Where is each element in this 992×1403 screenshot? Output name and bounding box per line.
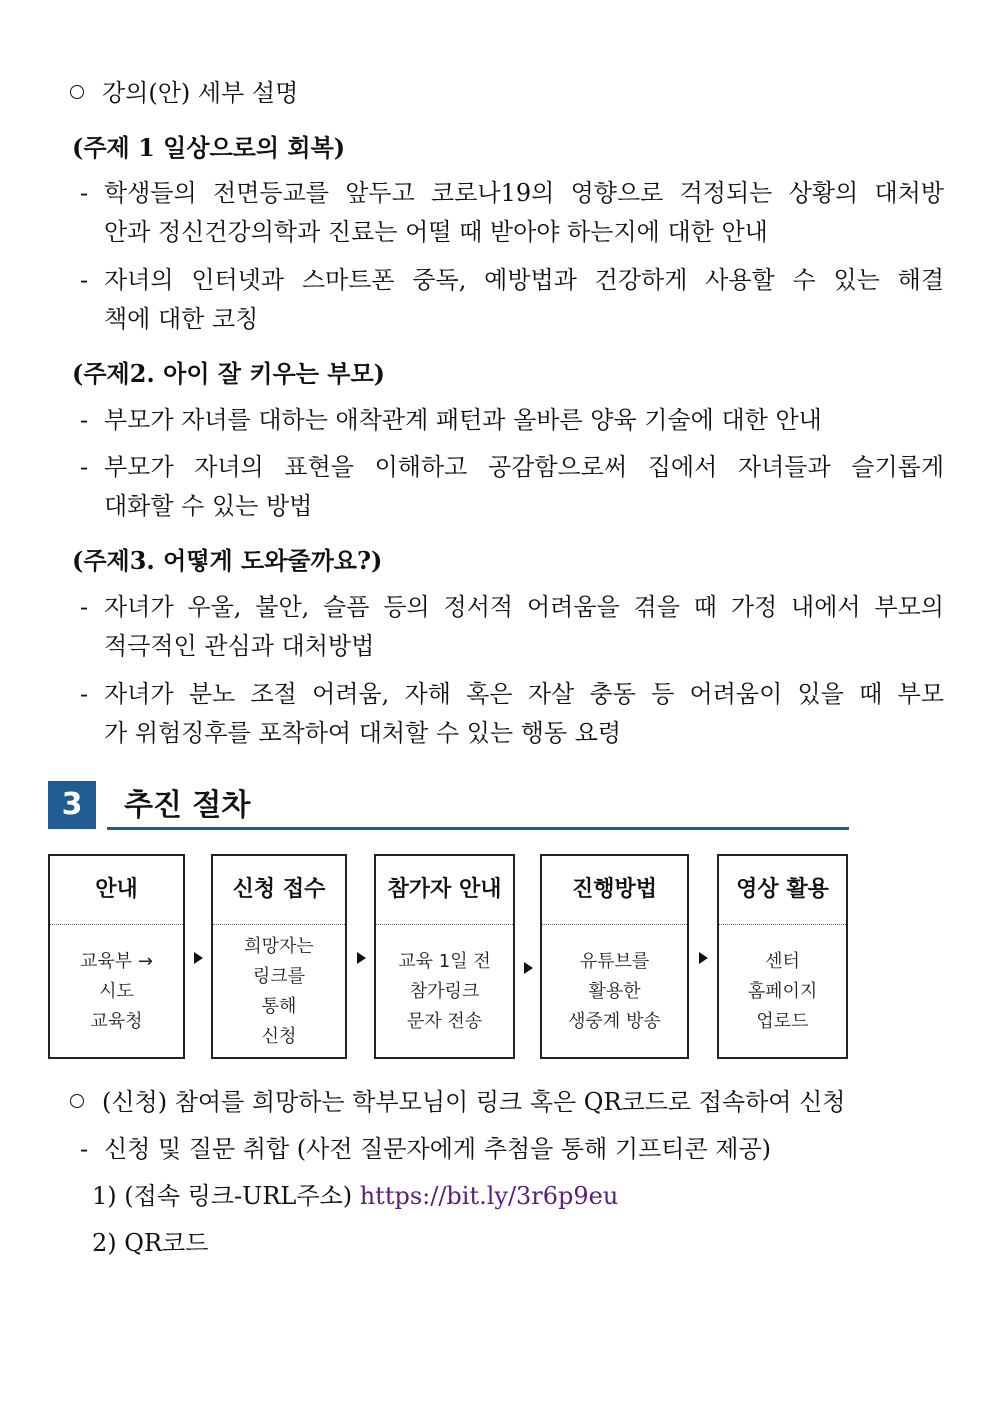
step-line: 유튜브를 [579, 950, 650, 972]
process-step-1 [48, 854, 185, 1059]
arrow-right-icon [357, 952, 366, 964]
arrow-right-icon [524, 962, 533, 974]
topic-3-item-1-line-1: 자녀가 우울, 불안, 슬픔 등의 정서적 어려움을 겪을 때 가정 내에서 부모의 [104, 593, 944, 621]
application-item-1 [92, 1181, 618, 1211]
topic-1-title: (주제 1 일상으로의 회복) [72, 133, 346, 162]
application-item-2: 2) QR코드 [92, 1229, 209, 1257]
topic-3-title: (주제3. 어떻게 도와줄까요?) [72, 546, 383, 575]
step-line: 업로드 [756, 1010, 809, 1032]
dash-bullet: - [80, 266, 89, 294]
dash-bullet: - [80, 680, 89, 708]
step-title: 진행방법 [542, 856, 687, 925]
intro-heading: 강의(안) 세부 설명 [70, 78, 298, 108]
step-title: 참가자 안내 [376, 856, 513, 925]
step-body [213, 926, 345, 1057]
dash-bullet: - [80, 179, 89, 207]
step-line: 시도 [99, 980, 134, 1002]
step-line: 센터 [765, 950, 800, 972]
step-line: 교육 1일 전 [398, 950, 491, 972]
step-line: 문자 전송 [406, 1010, 483, 1032]
step-body [50, 926, 183, 1057]
topic-3-item-2-line-1: 자녀가 분노 조절 어려움, 자해 혹은 자살 충동 등 어려움이 있을 때 부모 [104, 680, 944, 708]
arrow-right-icon [699, 952, 708, 964]
step-title: 영상 활용 [719, 856, 846, 925]
process-step-2 [211, 854, 347, 1059]
section-title: 추진 절차 [124, 788, 251, 823]
topic-3-item-1-line-2: 적극적인 관심과 대처방법 [104, 632, 375, 660]
circle-bullet-icon [70, 1094, 84, 1108]
topic-2-item-2-line-1: 부모가 자녀의 표현을 이해하고 공감함으로써 집에서 자녀들과 슬기롭게 [104, 453, 944, 481]
application-bullet: (신청) 참여를 희망하는 학부모님이 링크 혹은 QR코드로 접속하여 신청 [70, 1087, 845, 1117]
step-line: 신청 [261, 1025, 297, 1047]
step-line: 홈페이지 [747, 980, 818, 1002]
application-sub: 신청 및 질문 취합 (사전 질문자에게 추첨을 통해 기프티콘 제공) [104, 1135, 771, 1163]
topic-2-item-1-line-1: 부모가 자녀를 대하는 애착관계 패턴과 올바른 양육 기술에 대한 안내 [104, 406, 822, 434]
topic-3-item-2-line-2: 가 위험징후를 포착하여 대처할 수 있는 행동 요령 [104, 719, 622, 747]
dash-bullet: - [80, 406, 89, 434]
dash-bullet: - [80, 593, 89, 621]
topic-1-item-1-line-1: 학생들의 전면등교를 앞두고 코로나19의 영향으로 걱정되는 상황의 대처방 [104, 179, 944, 207]
step-line: 통해 [261, 995, 297, 1017]
process-step-5 [717, 854, 848, 1059]
step-title: 안내 [50, 856, 183, 925]
dash-bullet: - [80, 453, 89, 481]
url-label: 1) (접속 링크-URL주소) [92, 1182, 353, 1210]
process-step-4 [540, 854, 689, 1059]
step-line: 희망자는 [244, 935, 314, 957]
url-link[interactable]: https://bit.ly/3r6p9eu [359, 1182, 619, 1210]
process-step-3 [374, 854, 515, 1059]
topic-2-title: (주제2. 아이 잘 키우는 부모) [72, 359, 386, 388]
step-line: 활용한 [588, 980, 641, 1002]
step-body [376, 926, 513, 1057]
step-line: 교육부 → [80, 950, 153, 972]
step-line: 링크를 [252, 965, 306, 987]
step-line: 교육청 [90, 1010, 143, 1032]
step-body [542, 926, 687, 1057]
topic-1-item-1-line-2: 안과 정신건강의학과 진료는 어떨 때 받아야 하는지에 대한 안내 [104, 218, 768, 246]
topic-1-item-2-line-2: 책에 대한 코칭 [104, 305, 259, 333]
step-title: 신청 접수 [213, 856, 345, 925]
dash-bullet: - [80, 1135, 89, 1163]
section-rule [107, 827, 849, 830]
topic-2-item-2-line-2: 대화할 수 있는 방법 [104, 492, 313, 520]
arrow-right-icon [194, 952, 203, 964]
step-body [719, 926, 846, 1057]
topic-1-item-2-line-1: 자녀의 인터넷과 스마트폰 중독, 예방법과 건강하게 사용할 수 있는 해결 [104, 266, 944, 294]
section-number: 3 [48, 781, 96, 829]
circle-bullet-icon [70, 85, 84, 99]
step-line: 참가링크 [409, 980, 480, 1002]
step-line: 생중계 방송 [568, 1010, 661, 1032]
